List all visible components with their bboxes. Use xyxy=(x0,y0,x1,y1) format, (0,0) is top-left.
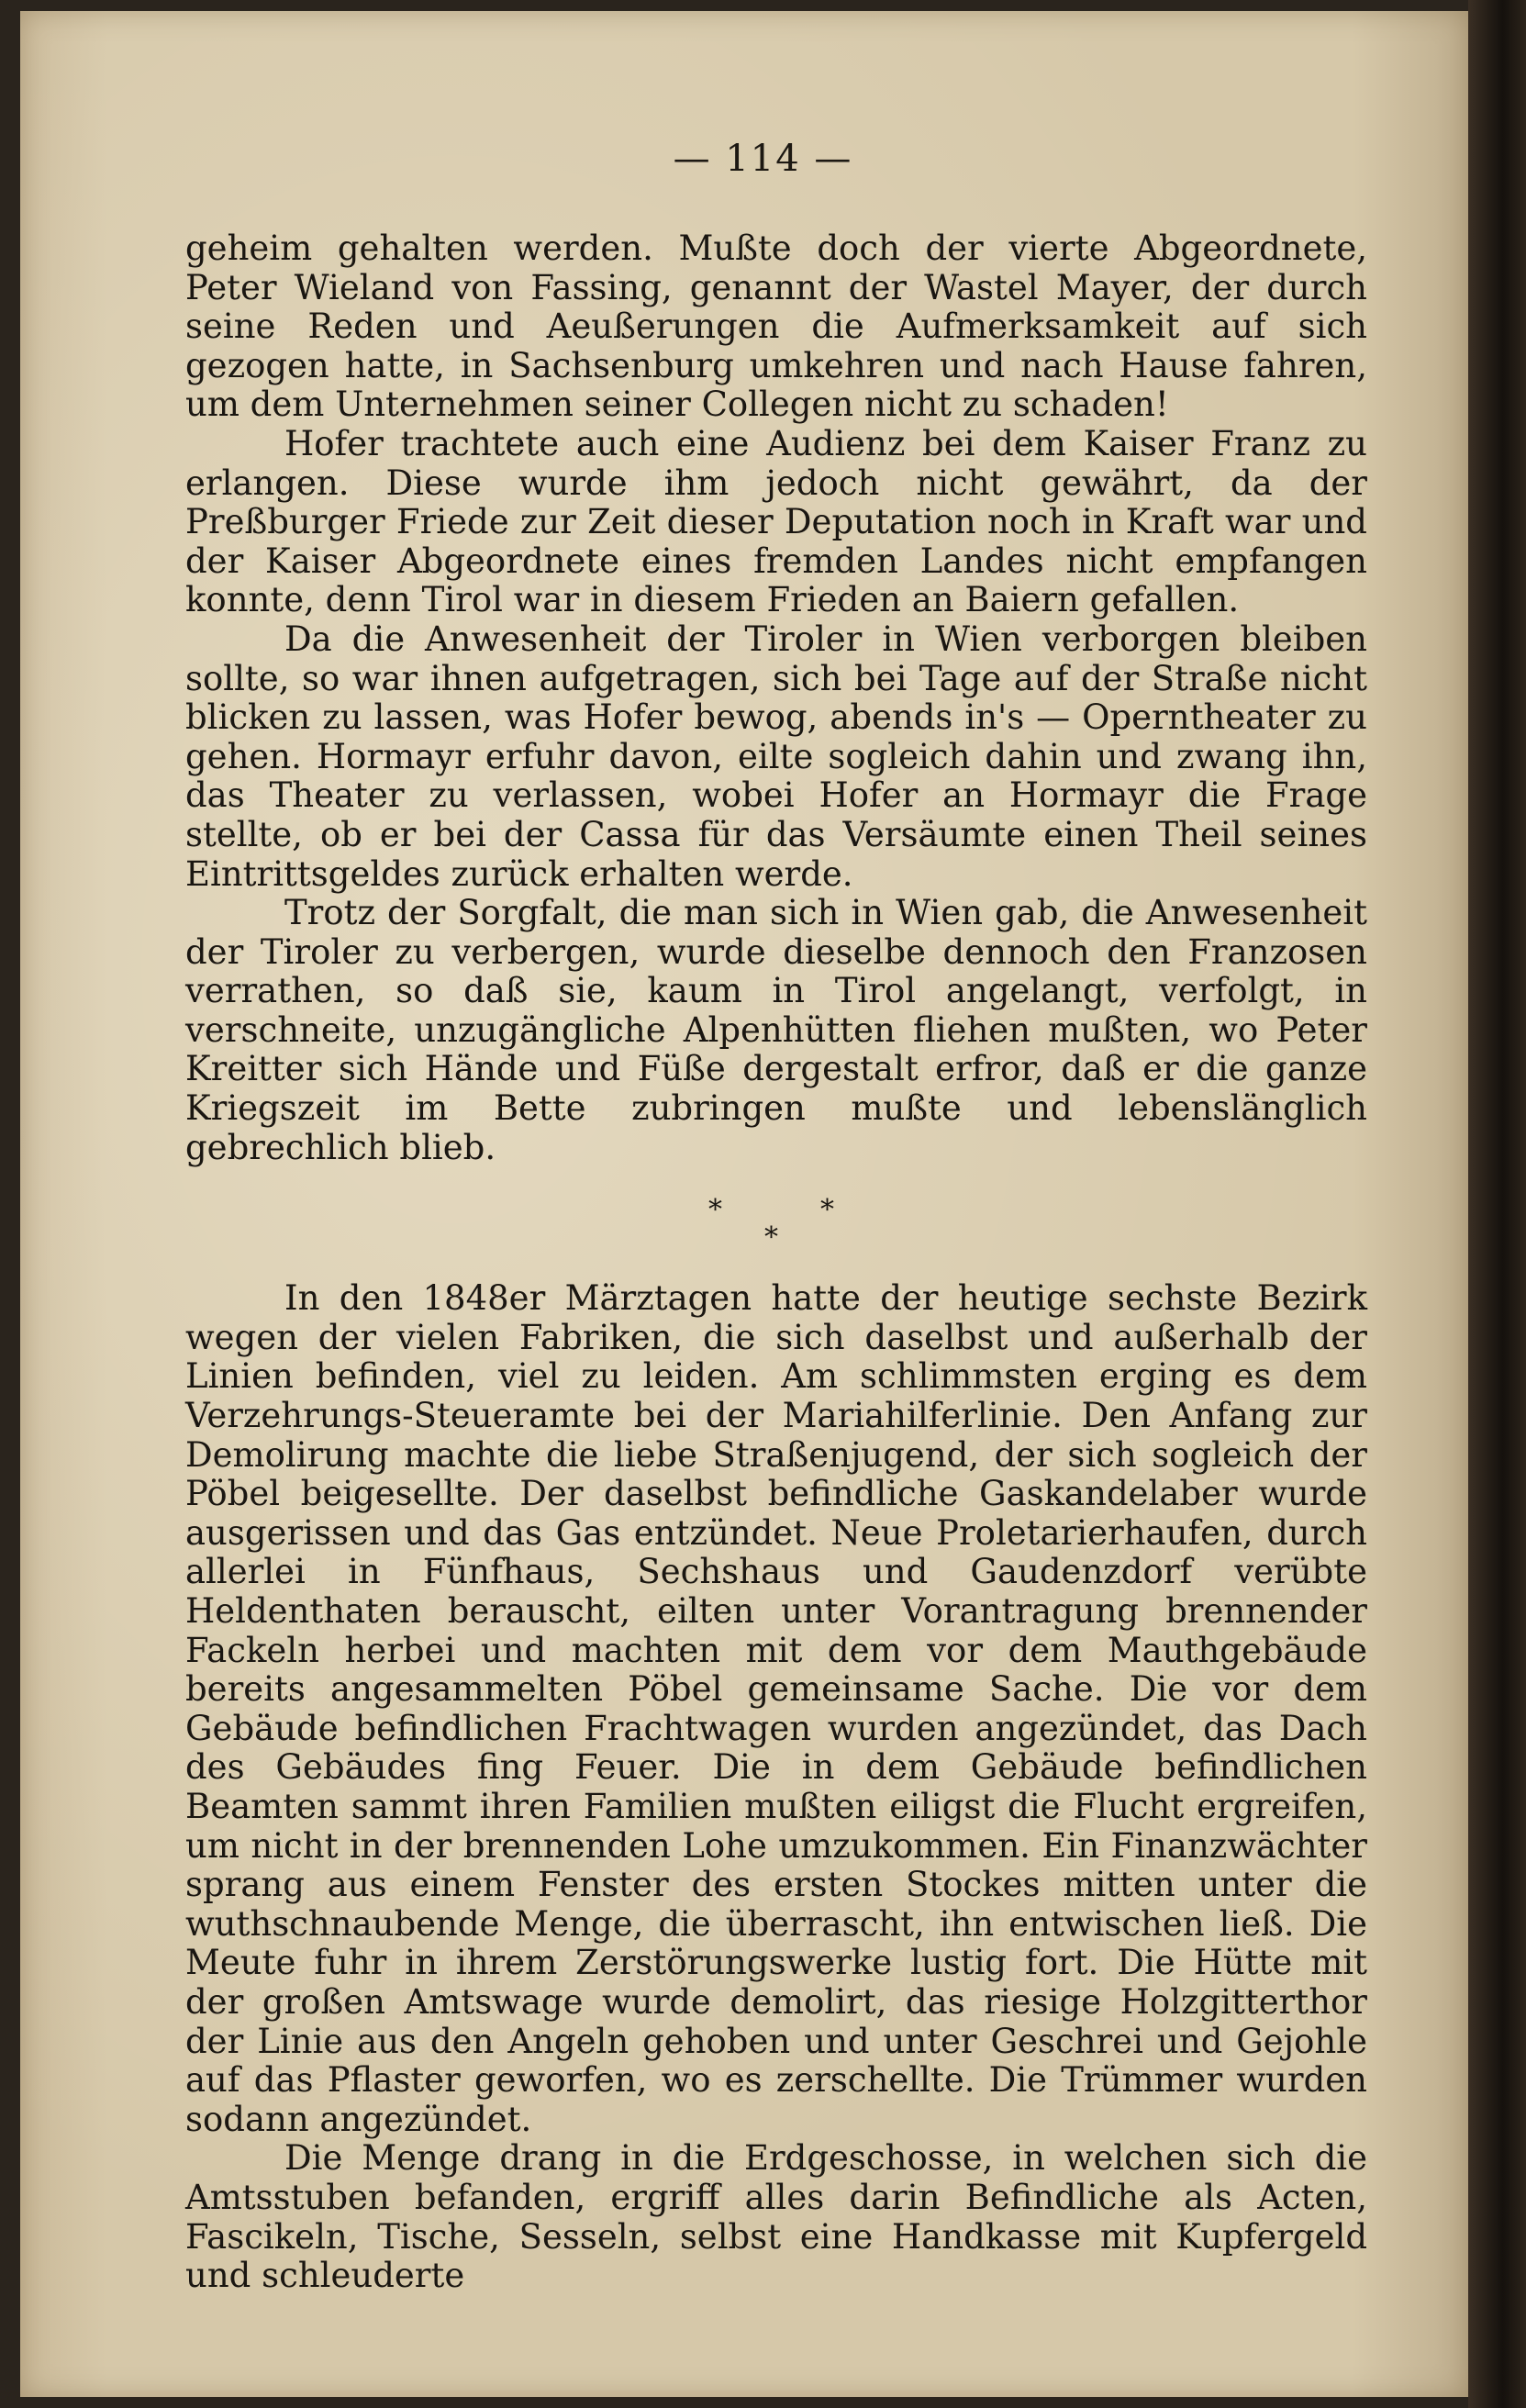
book-binding xyxy=(1468,0,1526,2408)
paragraph: geheim gehalten werden. Mußte doch der vierte Abgeordnete, Peter Wieland von Fassing, genannt der Wastel Mayer, der durch seine Reden und Aeußerungen die Aufmerksamkeit auf sich gezogen hatte, in Sachsenburg umkehren und nach Hause fahren, um dem Unternehmen seiner Collegen nicht zu schaden! xyxy=(185,229,1367,425)
separator-star: * xyxy=(708,1194,722,1227)
separator-star: * xyxy=(820,1194,834,1227)
paragraph: Die Menge drang in die Erdgeschosse, in welchen sich die Amtsstuben befanden, ergriff alles darin Befindliche als Acten, Fascikeln, Tische, Sesseln, selbst eine Handkasse mit Kupfergeld und schleuderte xyxy=(185,2138,1367,2296)
separator-star: * xyxy=(764,1221,778,1254)
paragraph: Trotz der Sorgfalt, die man sich in Wien gab, die Anwesenheit der Tiroler zu verbergen, wurde dieselbe dennoch den Franzosen verrathen, so daß sie, kaum in Tirol angelangt, verfolgt, in verschneite, unzugängliche Alpenhütten fliehen mußten, wo Peter Kreitter sich Hände und Füße dergestalt erfror, daß er die ganze Kriegszeit im Bette zubringen mußte und lebenslänglich gebrechlich blieb. xyxy=(185,893,1367,1167)
paragraph: In den 1848er Märztagen hatte der heutige sechste Bezirk wegen der vielen Fabriken, die sich daselbst und außerhalb der Linien befinden, viel zu leiden. Am schlimmsten erging es dem Verzehrungs-Steueramte bei der Mariahilferlinie. Den Anfang zur Demolirung machte die liebe Straßenjugend, der sich sogleich der Pöbel beigesellte. Der daselbst befindliche Gaskandelaber wurde ausgerissen und das Gas entzündet. Neue Proletarierhaufen, durch allerlei in Fünfhaus, Sechshaus und Gaudenzdorf verübte Heldenthaten berauscht, eilten unter Vorantragung brennender Fackeln herbei und machten mit dem vor dem Mauthgebäude bereits angesammelten Pöbel gemeinsame Sache. Die vor dem Gebäude befindlichen Frachtwagen wurden angezündet, das Dach des Gebäudes fing Feuer. Die in dem Gebäude befindlichen Beamten sammt ihren Familien mußten eiligst die Flucht ergreifen, um nicht in der brennenden Lohe umzukommen. Ein Finanzwächter sprang aus einem Fenster des ersten Stockes mitten unter die wuthschnaubende Menge, die überrascht, ihn entwischen ließ. Die Meute fuhr in ihrem Zerstörungswerke lustig fort. Die Hütte mit der großen Amtswage wurde demolirt, das riesige Holzgitterthor der Linie aus den Angeln gehoben und unter Geschrei und Gejohle auf das Pflaster geworfen, wo es zerschellte. Die Trümmer wurden sodann angezündet. xyxy=(185,1278,1367,2139)
paragraph: Hofer trachtete auch eine Audienz bei dem Kaiser Franz zu erlangen. Diese wurde ihm jedoch nicht gewährt, da der Preßburger Friede zur Zeit dieser Deputation noch in Kraft war und der Kaiser Abgeordnete eines fremden Landes nicht empfangen konnte, denn Tirol war in diesem Frieden an Baiern gefallen. xyxy=(185,423,1367,620)
paragraph: Da die Anwesenheit der Tiroler in Wien verborgen bleiben sollte, so war ihnen aufgetragen, sich bei Tage auf der Straße nicht blicken zu lassen, was Hofer bewog, abends in's — Operntheater zu gehen. Hormayr erfuhr davon, eilte sogleich dahin und zwang ihn, das Theater zu verlassen, wobei Hofer an Hormayr die Frage stellte, ob er bei der Cassa für das Versäumte einen Theil seines Eintrittsgeldes zurück erhalten werde. xyxy=(185,619,1367,894)
page-number: — 114 — xyxy=(673,138,853,180)
section-separator xyxy=(185,1167,1367,1279)
body-text xyxy=(185,229,1367,2296)
